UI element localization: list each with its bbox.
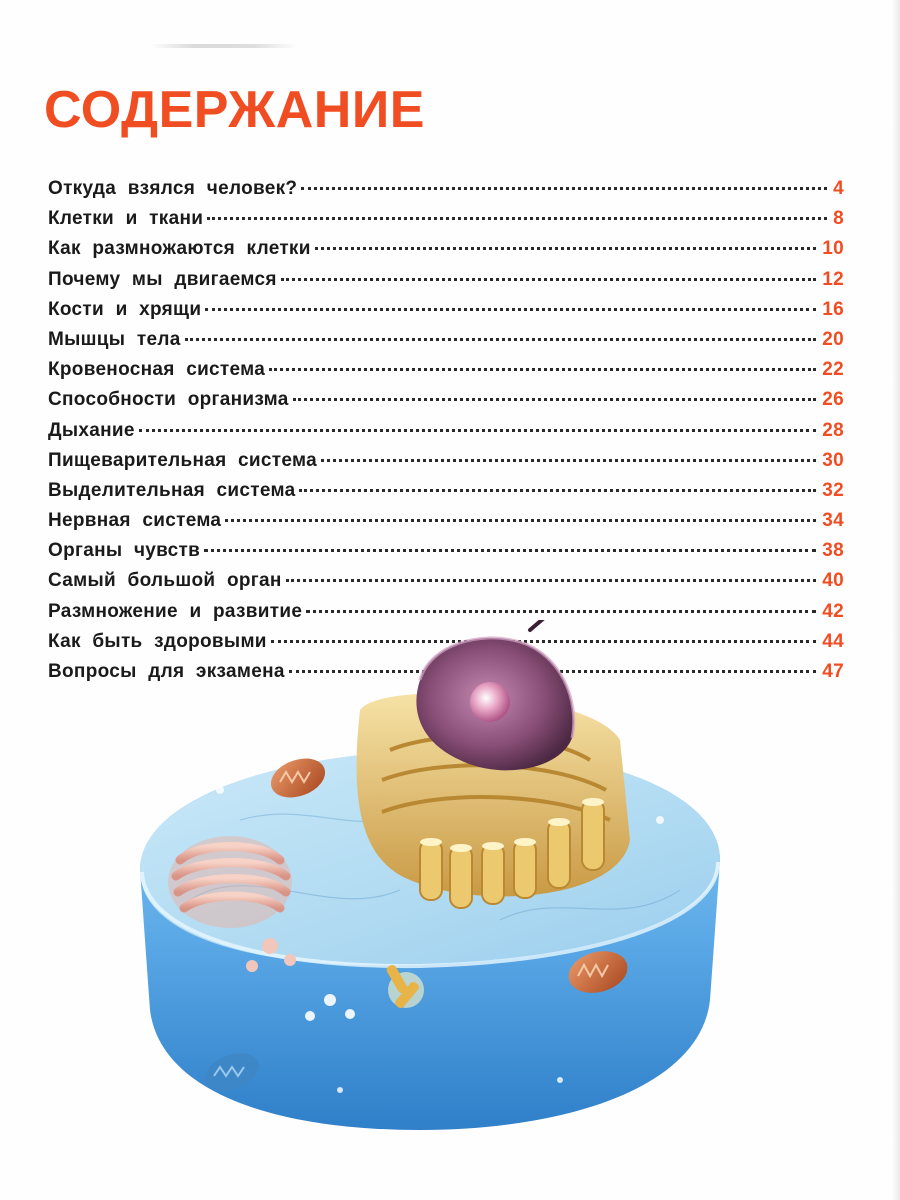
toc-entry[interactable] [48,480,844,510]
toc-entry-label: Нервная система [48,510,222,532]
toc-entry-label: Самый большой орган [48,570,282,592]
toc-entry[interactable] [48,359,844,389]
leader-dots [225,519,816,522]
toc-entry-label: Выделительная система [48,479,296,501]
leader-dots [204,549,816,552]
leader-dots [205,308,816,311]
toc-entry[interactable] [48,299,844,329]
toc-entry-page: 26 [822,389,844,411]
toc-entry[interactable] [48,238,844,268]
toc-entry-label: Почему мы двигаемся [48,268,277,290]
toc-entry-page: 47 [822,661,844,682]
toc-entry-page: 22 [822,359,844,381]
toc-entry-page: 42 [822,600,844,622]
leader-dots [281,278,817,281]
print-smudge [150,44,298,48]
page-title: СОДЕРЖАНИЕ [44,81,425,139]
toc-entry-page: 28 [822,419,844,441]
toc-entry[interactable] [48,540,844,570]
leader-dots [299,489,816,492]
leader-dots [301,187,827,190]
toc-entry-page: 38 [822,540,844,562]
toc-entry[interactable] [48,178,844,208]
toc-entry-label: Как размножаются клетки [48,238,311,260]
toc-entry-label: Размножение и развитие [48,600,303,622]
animal-cell-illustration [120,620,740,1140]
toc-entry[interactable] [48,510,844,540]
leader-dots [207,217,827,220]
toc-entry-page: 32 [822,479,844,501]
leader-dots [306,610,816,613]
toc-entry-label: Кровеносная система [48,359,266,381]
toc-entry-label: Пищеварительная система [48,449,317,471]
toc-entry-page: 16 [822,298,844,320]
toc-entry-label: Кости и хрящи [48,298,202,320]
table-of-contents [48,178,844,691]
toc-entry-page: 34 [822,510,844,532]
leader-dots [293,398,817,401]
leader-dots [286,579,817,582]
toc-entry[interactable] [48,570,844,600]
toc-entry-page: 40 [822,570,844,592]
toc-entry-page: 4 [833,178,844,199]
toc-entry-label: Способности организма [48,389,289,411]
toc-entry-label: Мышцы тела [48,328,181,350]
toc-entry[interactable] [48,269,844,299]
toc-entry-label: Дыхание [48,419,135,441]
leader-dots [315,247,817,250]
page-edge-shadow [892,0,900,1200]
toc-entry-label: Клетки и ткани [48,208,204,230]
nucleus [416,620,573,770]
toc-entry-label: Органы чувств [48,540,201,562]
toc-entry-page: 8 [833,208,844,230]
leader-dots [185,338,817,341]
toc-entry[interactable] [48,329,844,359]
toc-entry[interactable] [48,389,844,419]
toc-entry-page: 20 [822,328,844,350]
toc-entry[interactable] [48,208,844,238]
toc-entry[interactable] [48,450,844,480]
toc-entry-label: Откуда взялся человек? [48,178,298,199]
toc-entry[interactable] [48,420,844,450]
leader-dots [321,459,816,462]
toc-entry-page: 30 [822,449,844,471]
leader-dots [139,429,817,432]
toc-entry-label: Вопросы для экзамена [48,661,285,682]
toc-entry-label: Как быть здоровыми [48,630,267,652]
toc-entry-page: 44 [822,630,844,652]
toc-entry-page: 10 [822,238,844,260]
leader-dots [269,368,816,371]
toc-entry-page: 12 [822,268,844,290]
